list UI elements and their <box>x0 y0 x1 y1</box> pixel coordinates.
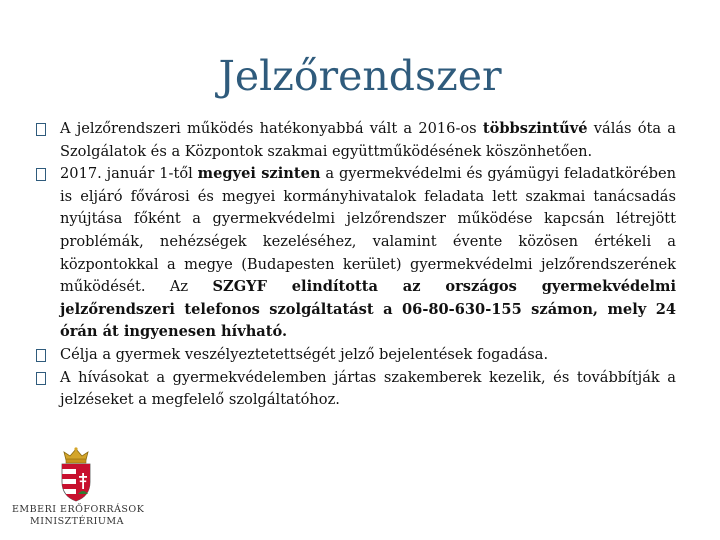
bullet-item-4 <box>36 367 676 412</box>
bullet-square-icon <box>36 118 60 136</box>
bullet-square-icon <box>36 344 60 362</box>
bullet-item-3 <box>36 344 676 367</box>
bullet-text-4 <box>60 367 676 412</box>
ministry-name-line2: MINISZTÉRIUMA <box>30 516 124 527</box>
text-run-bold: SZGYF elindította az országos gyermekvédelmi jelzőrendszeri telefonos szolgáltatást a 06-80-630-155 számon, mely 24 órán át ingyenesen hívható. <box>60 278 676 341</box>
text-run-bold: megyei szinten <box>197 165 321 183</box>
bullet-text-3 <box>60 344 676 367</box>
bullet-text-2 <box>60 163 676 344</box>
text-run: Célja a gyermek veszélyeztetettségét jelző bejelentések fogadása. <box>60 345 549 363</box>
ministry-name-line1: EMBERI ERŐFORRÁSOK <box>12 504 145 515</box>
bullet-item-1 <box>36 118 676 163</box>
bullet-item-2 <box>36 163 676 344</box>
text-run-bold: többszintűvé <box>482 120 588 137</box>
text-run: 2017. január 1-től <box>60 165 198 183</box>
ministry-logo <box>12 446 145 536</box>
text-run: válás óta a Szolgálatok és a Központok szakmai együttműködésének köszönhetően. <box>60 120 676 160</box>
bullet-list <box>36 118 676 412</box>
ministry-name <box>12 504 145 528</box>
text-run: a gyermekvédelmi és gyámügyi feladatkörében is eljáró fővárosi és megyei kormányhivatalok feladata lett szakmai tanácsadás nyújtása főként a gyermekvédelmi jelzőrendszer működése kapcsán létrejött problémák, nehézségek kezeléséhez, valamint évente közösen értékeli a központokkal a megye (Budapesten kerület) gyermekvédelmi jelzőrendszerének működését. Az <box>60 165 676 296</box>
coat-of-arms-icon <box>58 446 94 502</box>
bullet-text-1 <box>60 118 676 163</box>
text-run: A jelzőrendszeri működés hatékonyabbá vált a 2016-os <box>60 120 483 137</box>
slide-title: Jelzőrendszer <box>218 52 502 100</box>
bullet-square-icon <box>36 367 60 385</box>
text-run: A hívásokat a gyermekvédelemben jártas szakemberek kezelik, és továbbítják a jelzéseket a megfelelő szolgáltatóhoz. <box>60 368 676 409</box>
bullet-square-icon <box>36 163 60 181</box>
